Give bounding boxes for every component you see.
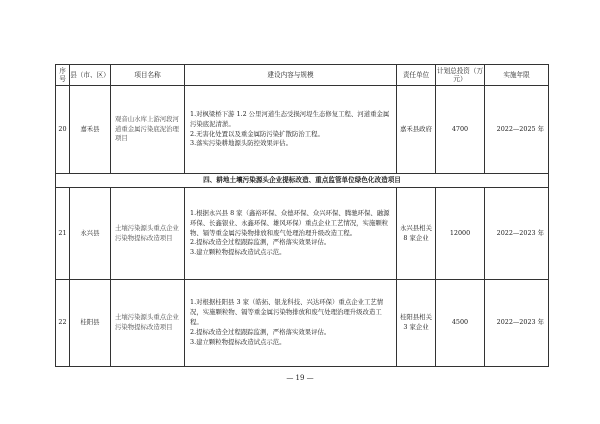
content-line: 1.对枫梁桥下游 1.2 公里河道生态受损河堤生态修复工程、河道重金属污染底泥清淤。 bbox=[190, 109, 390, 128]
table-row bbox=[56, 280, 549, 367]
content-line: 1.根据永兴县 8 家（鑫裕环保、众德环保、众兴环保、腾驰环保、融源环保、长鑫银业、永鑫环保、雄风环保）重点企业工艺情况，实施颗粒物、镉等重金属污染物排放和废气处理治理升级改造工程。 bbox=[190, 208, 390, 237]
cell-content bbox=[185, 280, 397, 367]
cell-content bbox=[185, 86, 397, 174]
project-table bbox=[55, 64, 549, 367]
content-line: 2.无害化处置以及重金属防污染扩散防治工程。 bbox=[190, 129, 324, 138]
content-line: 3.建立颗粒物提标改造试点示范。 bbox=[190, 248, 286, 257]
cell-county: 桂阳县 bbox=[70, 280, 111, 367]
cell-invest: 12000 bbox=[436, 188, 485, 280]
cell-unit: 桂阳县相关 3 家企业 bbox=[397, 280, 436, 367]
cell-project: 土壤污染源头重点企业污染物提标改造项目 bbox=[111, 188, 185, 280]
cell-county: 嘉禾县 bbox=[70, 86, 111, 174]
cell-seq: 20 bbox=[56, 86, 70, 174]
section-title: 四、耕地土壤污染源头企业提标改造、重点监管单位绿色化改造项目 bbox=[56, 174, 549, 188]
header-county: 县（市、区） bbox=[70, 65, 111, 86]
cell-project: 土壤污染源头重点企业污染物提标改造项目 bbox=[111, 280, 185, 367]
header-seq: 序号 bbox=[56, 65, 70, 86]
table-row bbox=[56, 188, 549, 280]
header-years: 实施年限 bbox=[485, 65, 549, 86]
content-line: 2.提标改造全过程跟踪监测，严格落实效果评估。 bbox=[190, 327, 331, 336]
cell-content bbox=[185, 188, 397, 280]
header-invest: 计划总投资（万元） bbox=[436, 65, 485, 86]
table-header-row bbox=[56, 65, 549, 86]
cell-county: 永兴县 bbox=[70, 188, 111, 280]
header-project: 项目名称 bbox=[111, 65, 185, 86]
table-row bbox=[56, 86, 549, 174]
content-line: 1.对根据桂阳县 3 家（皓拓、银龙科技、兴达环保）重点企业工艺情况，实施颗粒物、镉等重金属污染物排放和废气处理治理升级改造工程。 bbox=[190, 298, 384, 327]
content-line: 3.建立颗粒物提标改造试点示范。 bbox=[190, 337, 286, 346]
cell-seq: 22 bbox=[56, 280, 70, 367]
header-unit: 责任单位 bbox=[397, 65, 436, 86]
cell-years: 2022—2025 年 bbox=[485, 86, 549, 174]
page-number: — 19 — bbox=[286, 374, 314, 382]
cell-years: 2022—2023 年 bbox=[485, 188, 549, 280]
cell-invest: 4500 bbox=[436, 280, 485, 367]
section-row bbox=[56, 174, 549, 188]
cell-unit: 永兴县相关 8 家企业 bbox=[397, 188, 436, 280]
cell-unit: 嘉禾县政府 bbox=[397, 86, 436, 174]
cell-seq: 21 bbox=[56, 188, 70, 280]
header-content: 建设内容与规模 bbox=[185, 65, 397, 86]
content-line: 2.提标改造全过程跟踪监测，严格落实效果评估。 bbox=[190, 238, 331, 247]
cell-project: 观音山水库上游河段河道重金属污染底泥治理项目 bbox=[111, 86, 185, 174]
content-line: 3.落实污染耕地源头防控效果评估。 bbox=[190, 139, 292, 148]
cell-years: 2022—2023 年 bbox=[485, 280, 549, 367]
cell-invest: 4700 bbox=[436, 86, 485, 174]
